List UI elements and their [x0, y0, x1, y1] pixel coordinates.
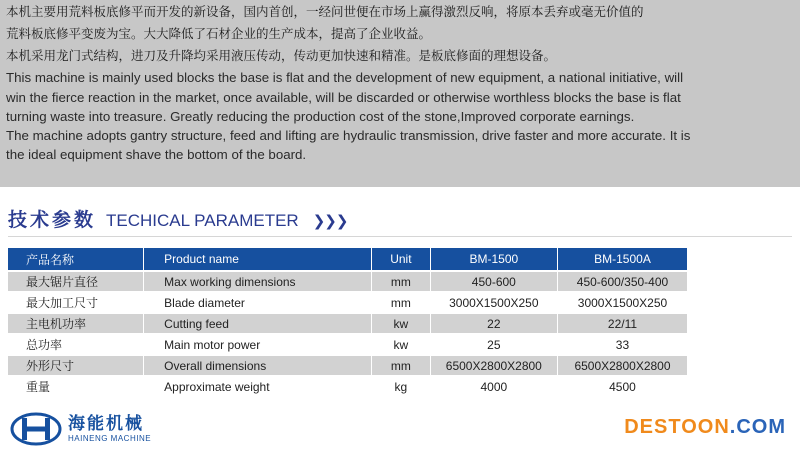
cell-name-en: Approximate weight [144, 377, 372, 396]
chevron-right-icon: ❯❯❯ [312, 212, 348, 230]
cell-bm1500a: 3000X1500X250 [558, 293, 687, 312]
logo-text [68, 414, 151, 444]
cell-bm1500a: 33 [558, 335, 687, 354]
cell-unit: mm [372, 272, 431, 291]
description-en-line: turning waste into treasure. Greatly reducing the production cost of the stone,Improved corporate earnings. [6, 109, 635, 124]
watermark [624, 416, 786, 439]
description-en-line: win the fierce reaction in the market, once available, will be discarded or otherwise worthless blocks the base is flat [6, 90, 681, 105]
cell-unit: kw [372, 335, 431, 354]
cell-name-cn: 最大加工尺寸 [8, 293, 144, 312]
table-header-row [8, 248, 687, 270]
cell-name-cn: 重量 [8, 377, 144, 396]
cell-name-en: Max working dimensions [144, 272, 372, 291]
description-en-line: The machine adopts gantry structure, feed and lifting are hydraulic transmission, drive faster and more accurate. It is [6, 128, 691, 143]
company-logo [10, 412, 151, 446]
cell-name-en: Cutting feed [144, 314, 372, 333]
cell-bm1500: 25 [431, 335, 558, 354]
table-row [8, 293, 687, 312]
cell-unit: kg [372, 377, 431, 396]
header-product-name-cn: 产品名称 [8, 248, 144, 270]
cell-bm1500a: 450-600/350-400 [558, 272, 687, 291]
cell-name-cn: 最大锯片直径 [8, 272, 144, 291]
cell-bm1500a: 6500X2800X2800 [558, 356, 687, 375]
header-unit: Unit [372, 248, 431, 270]
hn-logo-icon [10, 412, 62, 446]
cell-unit: kw [372, 314, 431, 333]
watermark-part1: DESTOON [624, 416, 730, 438]
description-cn-line: 荒料板底修平变废为宝。大大降低了石材企业的生产成本，提高了企业收益。 [6, 26, 432, 41]
cell-name-en: Overall dimensions [144, 356, 372, 375]
cell-name-cn: 主电机功率 [8, 314, 144, 333]
section-title-en: TECHICAL PARAMETER [106, 211, 299, 230]
cell-bm1500: 450-600 [431, 272, 558, 291]
logo-name-cn: 海能机械 [68, 414, 144, 434]
cell-bm1500a: 22/11 [558, 314, 687, 333]
description-panel [0, 0, 800, 187]
header-model-bm1500: BM-1500 [431, 248, 558, 270]
cell-bm1500: 6500X2800X2800 [431, 356, 558, 375]
table-row [8, 272, 687, 291]
description-en-line: This machine is mainly used blocks the base is flat and the development of new equipment, a national initiative, will [6, 70, 684, 85]
cell-bm1500a: 4500 [558, 377, 687, 396]
header-product-name-en: Product name [144, 248, 372, 270]
cell-unit: mm [372, 293, 431, 312]
parameter-table [8, 246, 687, 398]
logo-name-en: HAINENG MACHINE [68, 434, 152, 443]
table-row [8, 356, 687, 375]
cell-bm1500: 3000X1500X250 [431, 293, 558, 312]
section-heading [8, 205, 347, 235]
cell-name-cn: 总功率 [8, 335, 144, 354]
cell-name-cn: 外形尺寸 [8, 356, 144, 375]
cell-unit: mm [372, 356, 431, 375]
table-row [8, 377, 687, 396]
table-row [8, 335, 687, 354]
table-row [8, 314, 687, 333]
header-model-bm1500a: BM-1500A [558, 248, 687, 270]
section-title-cn: 技术参数 [8, 209, 97, 231]
cell-bm1500: 4000 [431, 377, 558, 396]
cell-name-en: Main motor power [144, 335, 372, 354]
watermark-part2: .COM [729, 416, 786, 438]
cell-bm1500: 22 [431, 314, 558, 333]
section-divider [8, 236, 792, 237]
description-cn-line: 本机主要用荒料板底修平而开发的新设备，国内首创，一经问世便在市场上赢得激烈反响，将原本丢弃或毫无价值的 [6, 4, 644, 19]
description-en-line: the ideal equipment shave the bottom of the board. [6, 147, 307, 162]
cell-name-en: Blade diameter [144, 293, 372, 312]
description-cn-line: 本机采用龙门式结构，进刀及升降均采用液压传动，传动更加快速和精准。是板底修面的理想设备。 [6, 48, 557, 63]
